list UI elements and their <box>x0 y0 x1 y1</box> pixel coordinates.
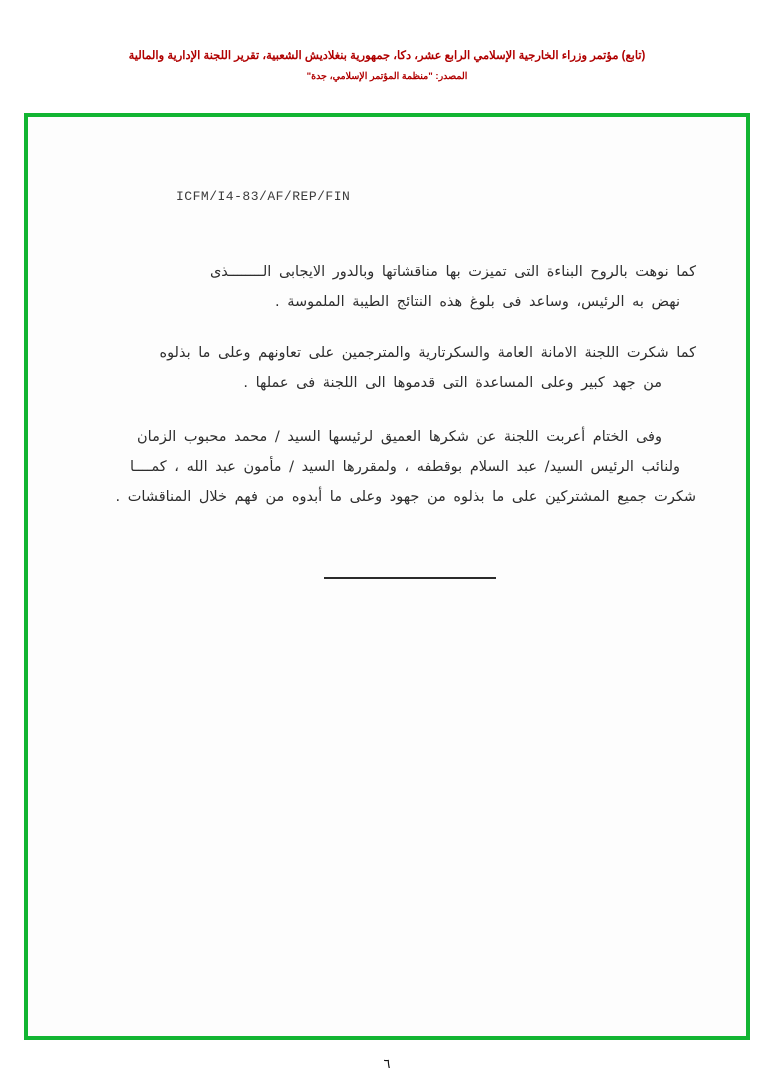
paragraph-line: كما نوهت بالروح البناءة التى تميزت بها مناقشاتها وبالدور الايجابى الــــــــذى <box>209 264 696 280</box>
horizontal-rule <box>324 577 496 579</box>
paragraph-line: نهض به الرئيس، وساعد فى بلوغ هذه النتائج الطيبة الملموسة . <box>274 294 680 310</box>
paragraph-line: كما شكرت اللجنة الامانة العامة والسكرتارية والمترجمين على تعاونهم وعلى ما بذلوه <box>159 345 696 361</box>
paragraph-line: شكرت جميع المشتركين على ما بذلوه من جهود وعلى ما أبدوه من فهم خلال المناقشات . <box>115 489 696 505</box>
paragraph-line: من جهد كبير وعلى المساعدة التى قدموها الى اللجنة فى عملها . <box>243 375 662 391</box>
paragraph <box>80 338 706 398</box>
scanned-page-surface <box>28 117 746 1036</box>
paragraph <box>80 422 706 512</box>
paragraph <box>80 257 706 317</box>
scanned-body-text <box>80 257 706 533</box>
document-reference-code: ICFM/I4-83/AF/REP/FIN <box>176 189 351 204</box>
paragraph-line: وفى الختام أعربت اللجنة عن شكرها العميق لرئيسها السيد / محمد محبوب الزمان <box>137 429 662 445</box>
scanned-page-frame <box>24 113 750 1040</box>
paragraph-line: ولنائب الرئيس السيد/ عبد السلام بوقطفه ، ولمقررها السيد / مأمون عبد الله ، كمــــا <box>130 459 680 475</box>
page-number: ٦ <box>383 1057 391 1072</box>
header-source-line: المصدر: "منظمة المؤتمر الإسلامي، جدة" <box>306 71 468 82</box>
document-header <box>0 48 774 84</box>
header-title-line: (تابع) مؤتمر وزراء الخارجية الإسلامي الرابع عشر، دكا، جمهورية بنغلاديش الشعبية، تقرير اللجنة الإدارية والمالية <box>128 50 646 62</box>
